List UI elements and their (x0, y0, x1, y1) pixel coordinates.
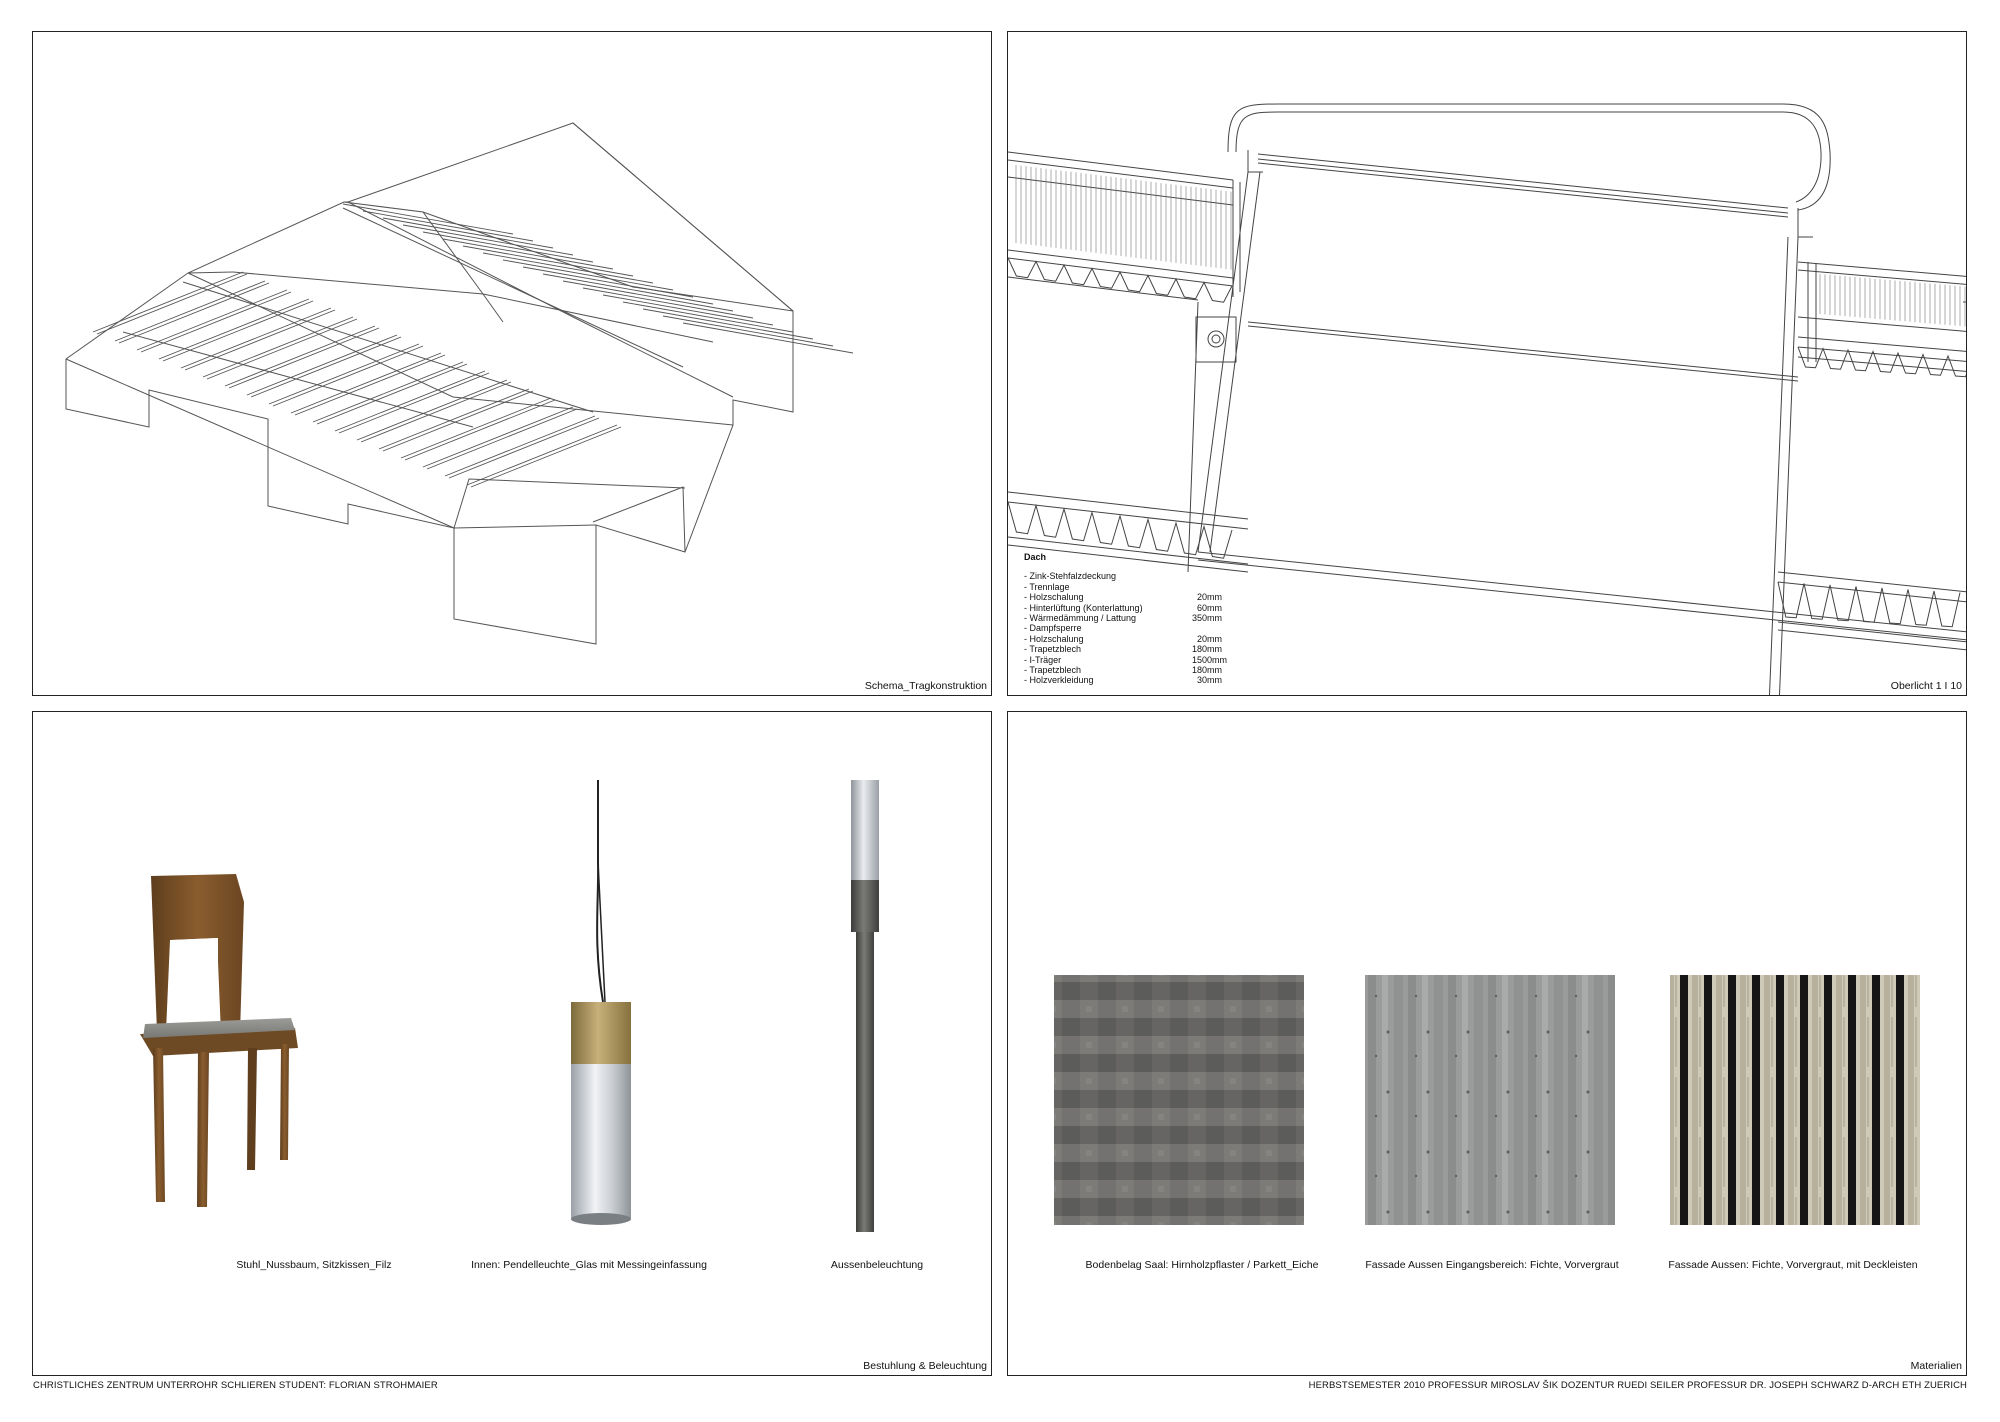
caption-pendant: Innen: Pendelleuchte_Glas mit Messingeinfassung (471, 1259, 707, 1271)
caption-outdoor-light: Aussenbeleuchtung (830, 1259, 924, 1271)
footer-course-info: HERBSTSEMESTER 2010 PROFESSUR MIROSLAV ŠIK DOZENTUR RUEDI SEILER PROFESSUR DR. JOSEPH SCHWARZ D-ARCH ETH ZUERICH (1308, 1380, 1967, 1391)
spec-layer-name: - Holzverkleidung (1024, 675, 1094, 686)
chair-rendering (140, 874, 298, 1207)
spec-layer-name: - Holzschalung (1024, 592, 1084, 603)
spec-row (1024, 582, 1222, 592)
material-swatches (1008, 712, 1967, 1376)
caption-floor: Bodenbelag Saal: Hirnholzpflaster / Parkett_Eiche (1085, 1259, 1319, 1271)
spec-row (1024, 592, 1222, 602)
trapezoid-sheet (1008, 258, 1232, 302)
spec-layer-name: - Wärmedämmung / Lattung (1024, 613, 1137, 624)
spec-rows (1024, 571, 1228, 686)
spec-layer-value: 1500mm (1192, 654, 1228, 665)
spec-layer-name: - Holzschalung (1024, 633, 1084, 644)
panel-furniture-lighting (32, 711, 992, 1376)
panel-title-furniture: Bestuhlung & Beleuchtung (863, 1360, 987, 1372)
insulation-hatch (1016, 165, 1965, 326)
spec-layer-name: - Trennlage (1024, 581, 1070, 592)
spec-row (1024, 623, 1222, 633)
spec-row (1024, 613, 1222, 623)
panel-title-skylight: Oberlicht 1 I 10 (1890, 680, 1962, 692)
spec-layer-name: - Trapetzblech (1024, 644, 1082, 655)
spec-row (1024, 644, 1222, 654)
spec-layer-value: 20mm (1196, 592, 1222, 603)
isometric-structure-drawing (33, 32, 992, 696)
spec-row (1024, 654, 1228, 665)
panel-skylight-section (1007, 31, 1967, 696)
spec-layer-value: 350mm (1192, 613, 1223, 624)
spec-layer-name: - Hinterlüftung (Konterlattung) (1024, 602, 1143, 613)
spec-row (1024, 603, 1222, 613)
swatch-floor-endgrain (1054, 975, 1304, 1225)
caption-facade: Fassade Aussen: Fichte, Vorvergraut, mit Deckleisten (1668, 1259, 1918, 1271)
spec-layer-value (1192, 623, 1222, 633)
footer-project-info: CHRISTLICHES ZENTRUM UNTERROHR SCHLIEREN STUDENT: FLORIAN STROHMAIER (33, 1380, 438, 1391)
spec-layer-value: 20mm (1196, 633, 1222, 644)
spec-layer-value (1192, 582, 1222, 592)
spec-layer-value: 60mm (1196, 602, 1222, 613)
panel-title-structure: Schema_Tragkonstruktion (864, 680, 987, 692)
spec-layer-name: - I-Träger (1024, 654, 1062, 665)
spec-layer-value (1192, 571, 1222, 581)
beam-group (93, 204, 853, 487)
spec-layer-name: - Trapetzblech (1024, 665, 1082, 676)
beam (97, 274, 247, 334)
swatch-facade-battens (1670, 975, 1920, 1225)
spec-row (1024, 675, 1222, 685)
outdoor-light-rendering (851, 780, 879, 1232)
spec-layer-value: 180mm (1192, 665, 1223, 676)
pendant-lamp-rendering (571, 780, 631, 1225)
panel-title-materials: Materialien (1910, 1360, 1962, 1372)
caption-entrance-facade: Fassade Aussen Eingangsbereich: Fichte, Vorvergraut (1365, 1259, 1619, 1271)
panel-materials (1007, 711, 1967, 1376)
swatch-entrance-spruce (1365, 975, 1615, 1225)
trapezoid-sheet (1798, 347, 1967, 377)
spec-layer-name: - Dampfsperre (1024, 623, 1082, 634)
spec-heading: Dach (1024, 552, 1047, 562)
caption-chair: Stuhl_Nussbaum, Sitzkissen_Filz (236, 1259, 392, 1271)
spec-layer-name: - Zink-Stehfalzdeckung (1024, 571, 1117, 582)
furniture-renderings (33, 712, 992, 1376)
spec-row (1024, 571, 1222, 581)
spec-row (1024, 634, 1222, 644)
panel-structure-scheme (32, 31, 992, 696)
roof-spec-list (1024, 552, 1228, 686)
spec-row (1024, 665, 1222, 675)
beam (467, 425, 617, 485)
spec-layer-value: 180mm (1192, 644, 1223, 655)
spec-layer-value: 30mm (1196, 675, 1222, 686)
